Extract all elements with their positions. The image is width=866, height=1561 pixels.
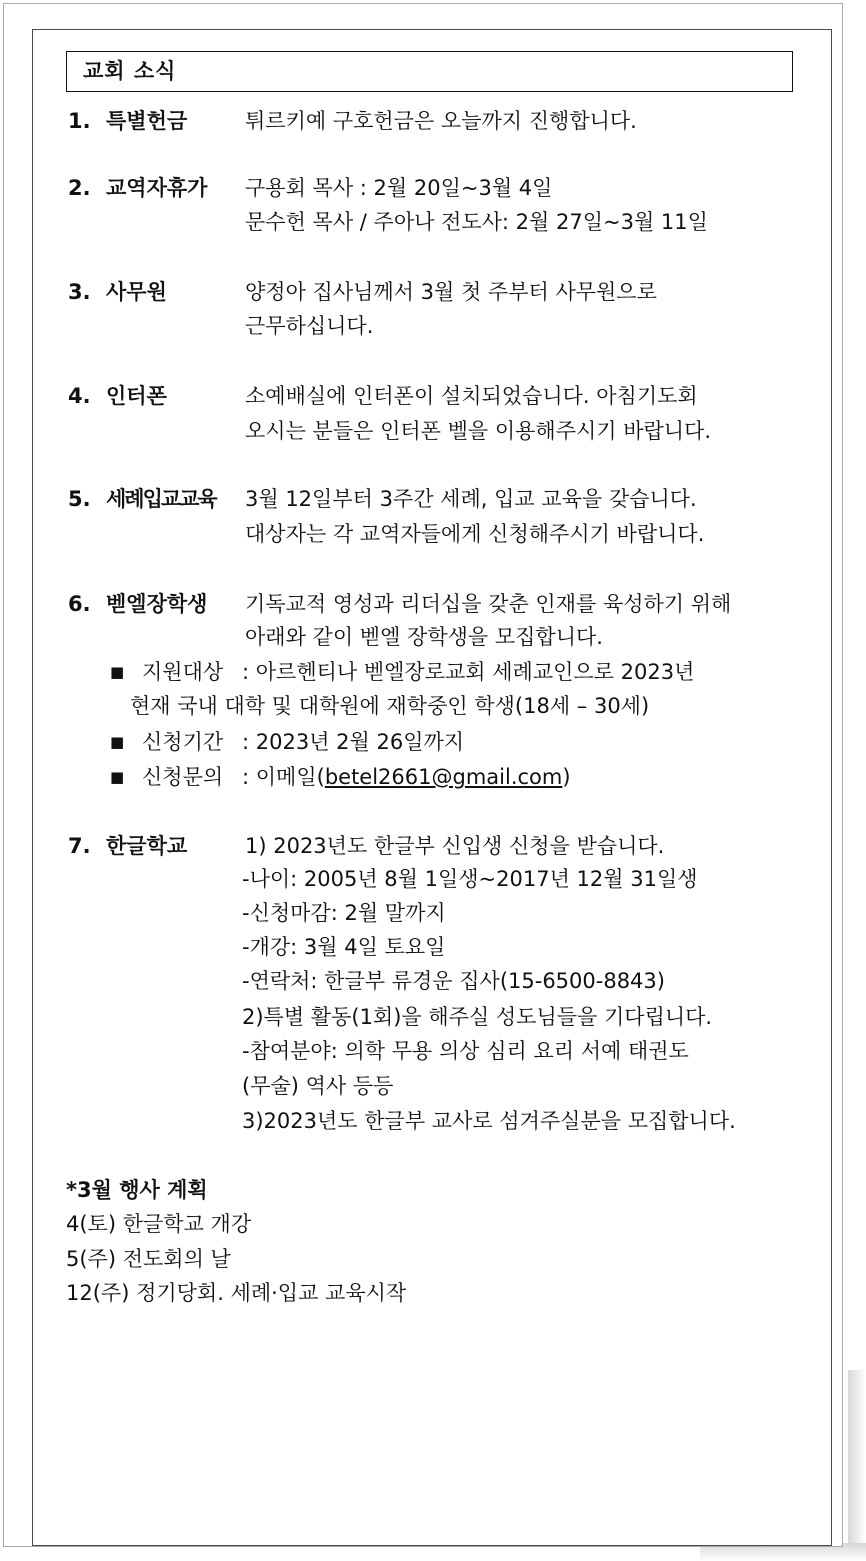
item-3-line-2: 근무하십니다.: [245, 314, 374, 338]
item-1-heading: 특별헌금: [106, 109, 188, 133]
item-5-line-2: 대상자는 각 교역자들에게 신청해주시기 바랍니다.: [245, 522, 705, 546]
item-5-heading: 세례입교교육: [106, 487, 216, 511]
inquiry-value: [242, 763, 571, 791]
bullet-square-icon: ■: [110, 733, 125, 751]
item-2-line-2: 문수헌 목사 / 주아나 전도사: 2월 27일~3월 11일: [245, 210, 708, 234]
email-link[interactable]: betel2661@gmail.com: [324, 765, 563, 789]
period-value: : 2023년 2월 26일까지: [242, 730, 465, 754]
item-3-number: 3.: [68, 280, 91, 304]
inquiry-label: 신청문의: [142, 765, 224, 789]
bullet-square-icon: ■: [110, 663, 125, 681]
period-label: 신청기간: [142, 730, 224, 754]
item-2-line-1: 구용회 목사 : 2월 20일~3월 4일: [245, 176, 553, 200]
item-4-line-1: 소예배실에 인터폰이 설치되었습니다. 아침기도회: [245, 384, 698, 408]
item-7-line-6: 2)특별 활동(1회)을 해주실 성도님들을 기다립니다.: [242, 1005, 713, 1029]
inquiry-prefix: : 이메일(: [242, 765, 325, 789]
item-7-line-5: -연락처: 한글부 류경운 집사(15-6500-8843): [242, 969, 665, 993]
item-7-line-9: 3)2023년도 한글부 교사로 섬겨주실분을 모집합니다.: [242, 1109, 736, 1133]
page-title: 교회 소식: [66, 51, 793, 92]
page-shadow-right: [848, 1370, 866, 1561]
item-6-line-1: 기독교적 영성과 리더십을 갖춘 인재를 육성하기 위해: [245, 592, 732, 616]
march-event-2: 5(주) 전도회의 날: [66, 1247, 231, 1271]
item-4-line-2: 오시는 분들은 인터폰 벨을 이용해주시기 바랍니다.: [245, 419, 712, 443]
item-4-heading: 인터폰: [106, 384, 167, 408]
item-3-heading: 사무원: [106, 280, 167, 304]
support-value-cont: 현재 국내 대학 및 대학원에 재학중인 학생(18세 – 30세): [130, 694, 650, 718]
item-7-heading: 한글학교: [106, 834, 188, 858]
item-6-number: 6.: [68, 592, 91, 616]
item-3-line-1: 양정아 집사님께서 3월 첫 주부터 사무원으로: [245, 280, 657, 304]
march-events-heading: *3월 행사 계획: [66, 1178, 208, 1202]
item-4-number: 4.: [68, 384, 91, 408]
item-7-line-1: 1) 2023년도 한글부 신입생 신청을 받습니다.: [245, 834, 665, 858]
item-5-line-1: 3월 12일부터 3주간 세례, 입교 교육을 갖습니다.: [245, 487, 697, 511]
item-7-line-8: (무술) 역사 등등: [242, 1074, 394, 1098]
inquiry-suffix: ): [562, 765, 571, 789]
item-7-line-3: -신청마감: 2월 말까지: [242, 901, 446, 925]
item-7-line-7: -참여분야: 의학 무용 의상 심리 요리 서예 태권도: [242, 1039, 689, 1063]
support-value: : 아르헨티나 벧엘장로교회 세례교인으로 2023년: [242, 660, 695, 684]
item-7-line-4: -개강: 3월 4일 토요일: [242, 935, 446, 959]
bullet-square-icon: ■: [110, 768, 125, 786]
item-2-number: 2.: [68, 176, 91, 200]
support-label: 지원대상: [142, 660, 224, 684]
item-1-number: 1.: [68, 109, 91, 133]
march-event-3: 12(주) 정기당회. 세례·입교 교육시작: [66, 1281, 407, 1305]
item-6-heading: 벧엘장학생: [106, 592, 208, 616]
item-7-number: 7.: [68, 834, 91, 858]
item-5-number: 5.: [68, 487, 91, 511]
item-7-line-2: -나이: 2005년 8월 1일생~2017년 12월 31일생: [242, 867, 698, 891]
march-event-1: 4(토) 한글학교 개강: [66, 1212, 252, 1236]
item-2-heading: 교역자휴가: [106, 176, 208, 200]
item-6-line-2: 아래와 같이 벧엘 장학생을 모집합니다.: [245, 625, 603, 649]
item-1-line-1: 튀르키예 구호헌금은 오늘까지 진행합니다.: [245, 109, 637, 133]
